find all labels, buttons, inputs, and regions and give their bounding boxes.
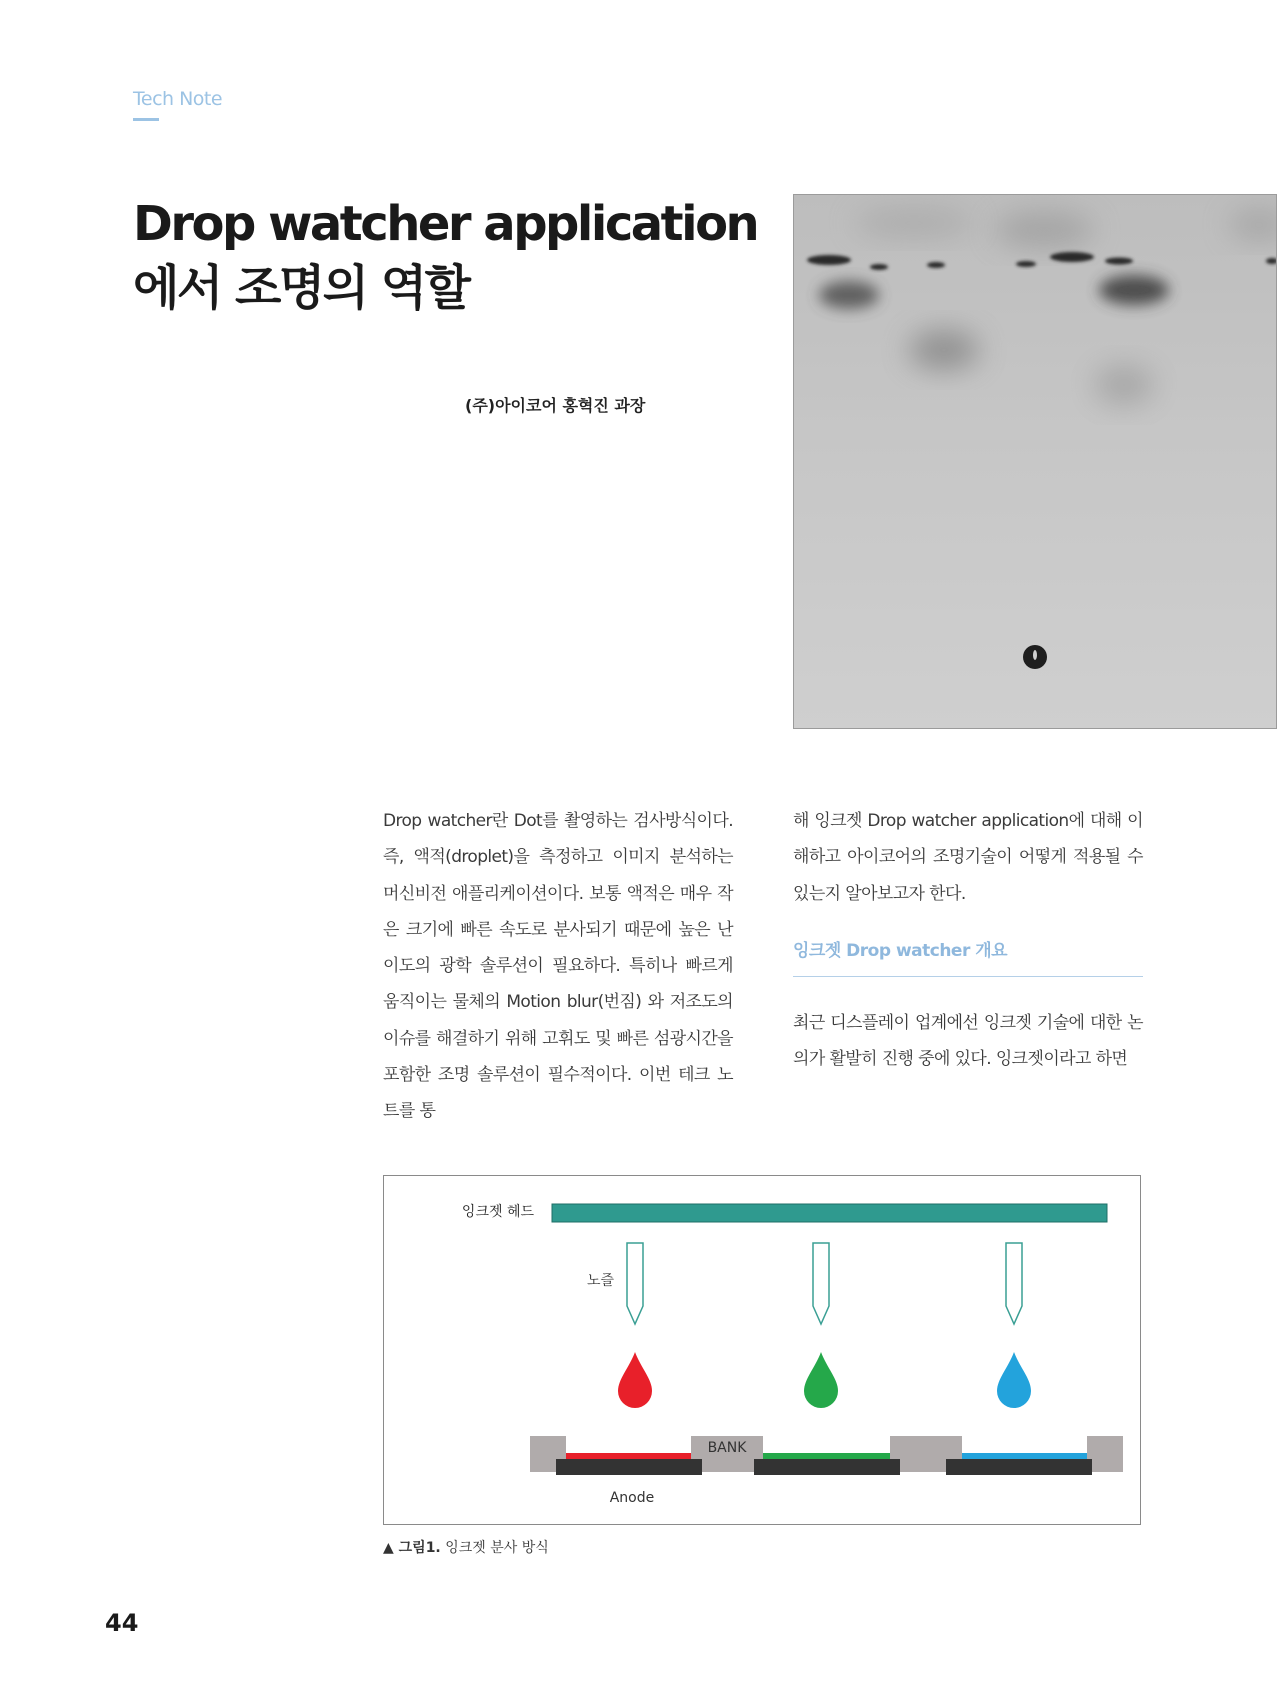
section-subheading: 잉크젯 Drop watcher 개요 xyxy=(793,936,1143,977)
red-droplet xyxy=(618,1352,652,1408)
nozzle-2 xyxy=(813,1243,829,1324)
page-number: 44 xyxy=(105,1609,139,1637)
blue-ink-layer xyxy=(962,1453,1087,1459)
section-underline xyxy=(133,118,159,121)
green-ink-layer xyxy=(763,1453,890,1459)
inkjet-head-label: 잉크젯 헤드 xyxy=(461,1204,534,1220)
blue-droplet xyxy=(997,1352,1031,1408)
body-column-right xyxy=(793,803,1143,1077)
caption-text: 잉크젯 분사 방식 xyxy=(440,1540,549,1556)
title-line-1: Drop watcher application xyxy=(133,196,758,252)
anode-plate xyxy=(556,1459,702,1475)
anode-plate xyxy=(946,1459,1092,1475)
green-droplet xyxy=(804,1352,838,1408)
droplet-photo xyxy=(793,194,1277,729)
bank-label: BANK xyxy=(707,1440,747,1456)
red-ink-layer xyxy=(566,1453,691,1459)
figure-caption xyxy=(383,1537,549,1557)
anode-plate xyxy=(754,1459,900,1475)
nozzle-1 xyxy=(627,1243,643,1324)
inkjet-head-bar xyxy=(552,1204,1107,1222)
title-line-2: 에서 조명의 역할 xyxy=(133,260,469,316)
body-paragraph: 해 잉크젯 Drop watcher application에 대해 이해하고 아이코어의 조명기술이 어떻게 적용될 수 있는지 알아보고자 한다. xyxy=(793,811,1143,904)
droplet-photo-image xyxy=(794,195,1276,728)
nozzle-label: 노즐 xyxy=(586,1273,614,1289)
bank-block xyxy=(1087,1436,1123,1472)
body-paragraph: 최근 디스플레이 업계에선 잉크젯 기술에 대한 논의가 활발히 진행 중에 있다. 잉크젯이라고 하면 xyxy=(793,1012,1143,1070)
caption-label: ▲ 그림1. xyxy=(383,1540,441,1556)
nozzle-3 xyxy=(1006,1243,1022,1324)
section-label: Tech Note xyxy=(133,88,223,110)
author-byline: (주)아이코어 홍혁진 과장 xyxy=(465,396,646,415)
article-title xyxy=(133,192,758,320)
body-column-left xyxy=(383,803,733,1130)
inkjet-figure xyxy=(383,1175,1141,1525)
inkjet-diagram xyxy=(384,1176,1140,1524)
body-paragraph: Drop watcher란 Dot를 촬영하는 검사방식이다. 즉, 액적(droplet)을 측정하고 이미지 분석하는 머신비전 애플리케이션이다. 보통 액적은 매우 작은 크기에 빠른 속도로 분사되기 때문에 높은 난이도의 광학 솔루션이 필요하다. 특히나 빠르게 움직이는 물체의 Motion blur(번짐) 와 저조도의 이슈를 해결하기 위해 고휘도 및 빠른 섬광시간을 포함한 조명 솔루션이 필수적이다. 이번 테크 노트를 통 xyxy=(383,811,733,1122)
anode-label: Anode xyxy=(609,1490,655,1506)
